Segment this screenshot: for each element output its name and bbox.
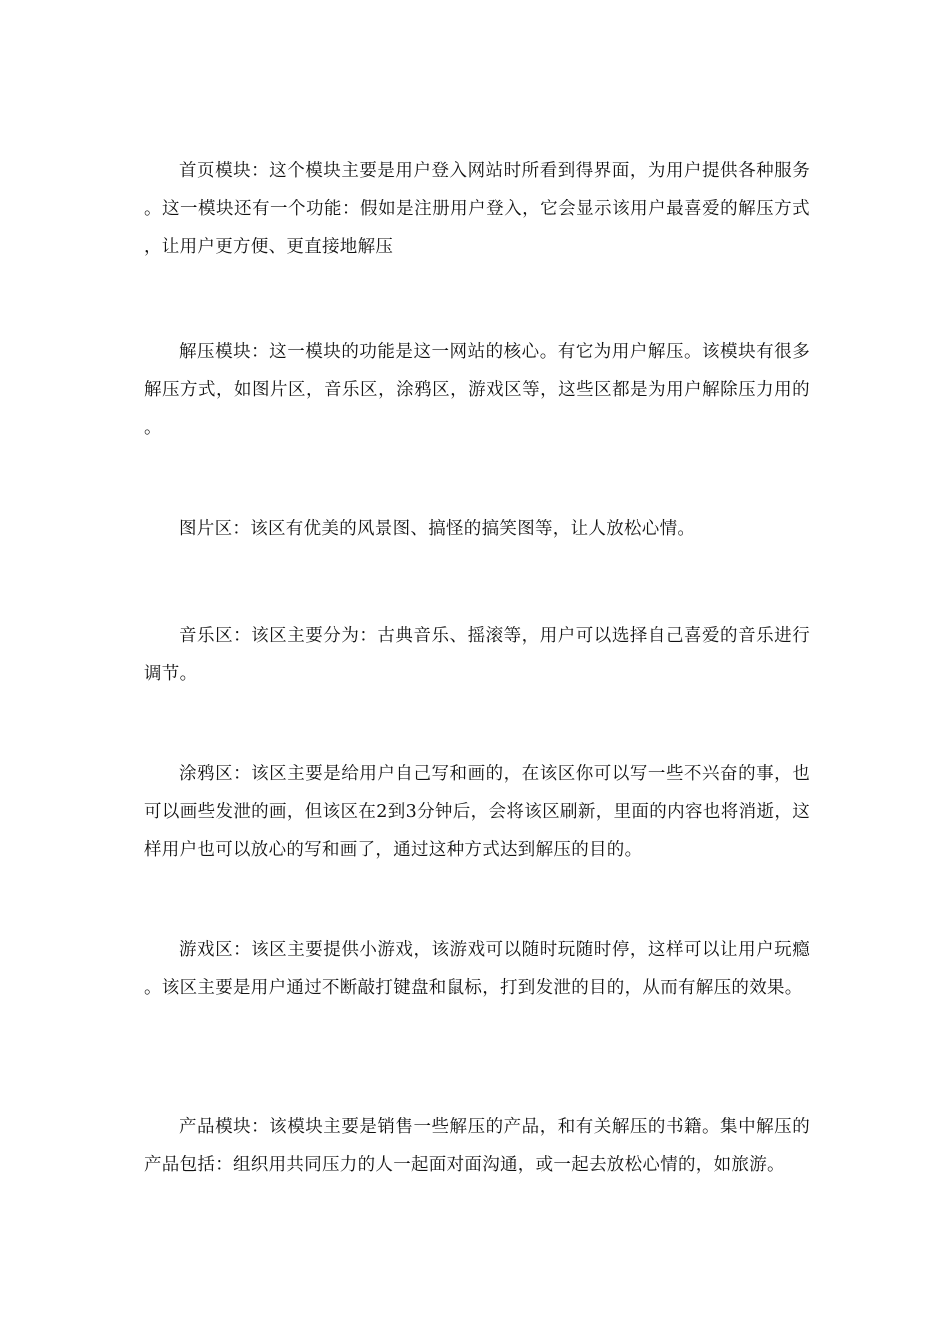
paragraph-relief-module: 解压模块：这一模块的功能是这一网站的核心。有它为用户解压。该模块有很多解压方式，如图片区，音乐区，涂鸦区，游戏区等，这些区都是为用户解除压力用的。 <box>144 342 810 438</box>
paragraph-graffiti-zone: 涂鸦区：该区主要是给用户自己写和画的，在该区你可以写一些不兴奋的事，也可以画些发泄的画，但该区在2到3分钟后，会将该区刷新，里面的内容也将消逝，这样用户也可以放心的写和画了，通过这种方式达到解压的目的。 <box>144 764 810 860</box>
paragraph-music-zone: 音乐区：该区主要分为：古典音乐、摇滚等，用户可以选择自己喜爱的音乐进行调节。 <box>144 626 810 684</box>
paragraph-home-module: 首页模块：这个模块主要是用户登入网站时所看到得界面，为用户提供各种服务。这一模块还有一个功能：假如是注册用户登入，它会显示该用户最喜爱的解压方式，让用户更方便、更直接地解压 <box>144 161 810 257</box>
paragraph-game-zone: 游戏区：该区主要提供小游戏，该游戏可以随时玩随时停，这样可以让用户玩瘾。该区主要是用户通过不断敲打键盘和鼠标，打到发泄的目的，从而有解压的效果。 <box>144 940 810 998</box>
paragraph-product-module: 产品模块：该模块主要是销售一些解压的产品，和有关解压的书籍。集中解压的产品包括：组织用共同压力的人一起面对面沟通，或一起去放松心情的，如旅游。 <box>144 1117 810 1175</box>
paragraph-picture-zone: 图片区：该区有优美的风景图、搞怪的搞笑图等，让人放松心情。 <box>179 519 696 539</box>
